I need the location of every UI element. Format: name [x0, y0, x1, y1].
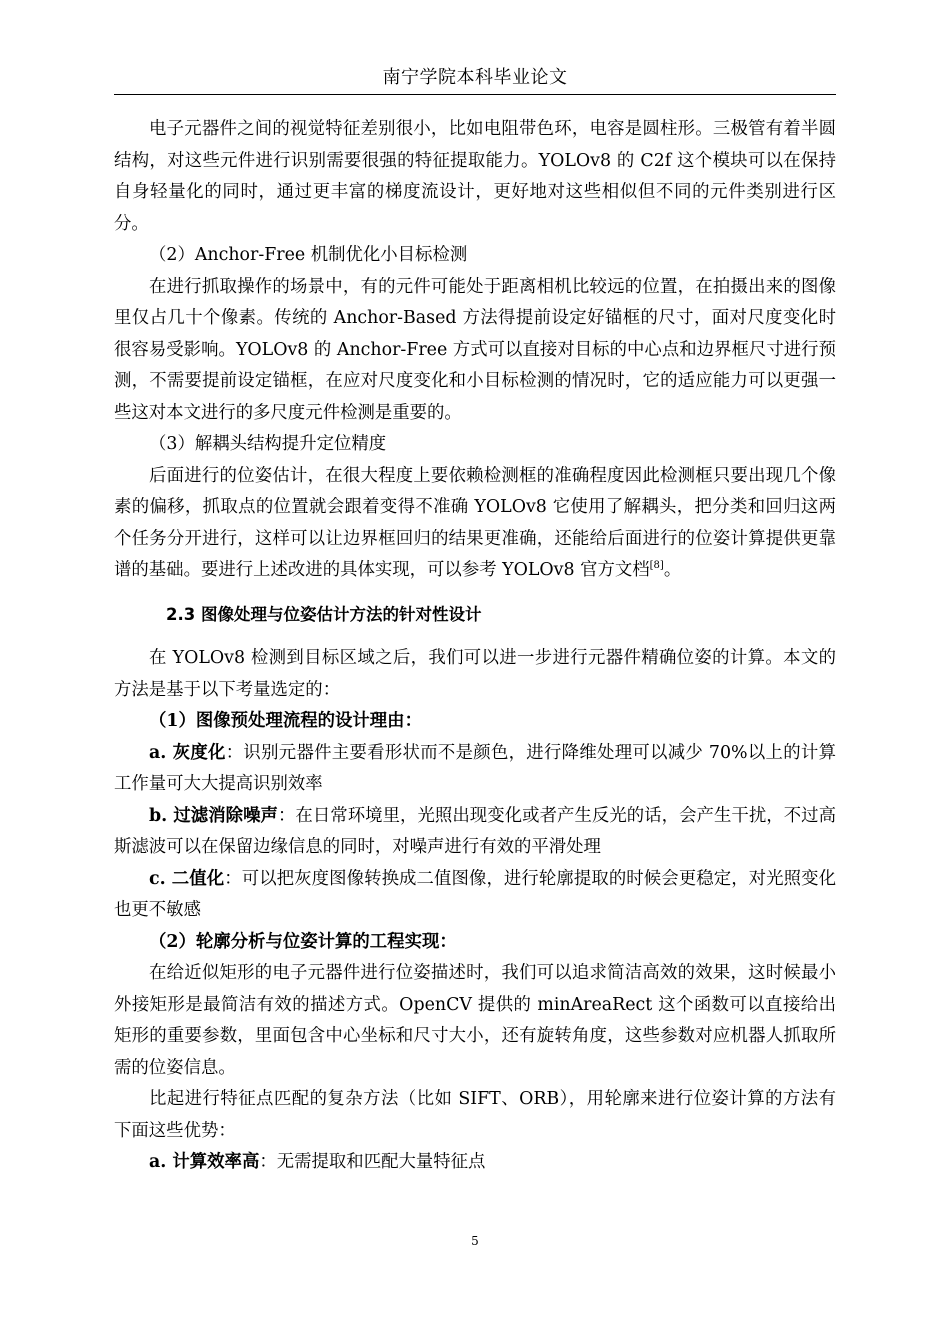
paragraph-anchor-free: 在进行抓取操作的场景中，有的元件可能处于距离相机比较远的位置，在拍摄出来的图像里仅占几十个像素。传统的 Anchor-Based 方法得提前设定好锚框的尺寸，面对尺度变化时很容易受影响。YOLOv8 的 Anchor-Free 方式可以直接对目标的中心点和边界框尺寸进行预测，不需要提前设定锚框，在应对尺度变化和小目标检测的情况时，它的适应能力可以更强一些这对本文进行的多尺度元件检测是重要的。 [114, 276, 836, 423]
header-divider [114, 94, 836, 95]
paragraph-component-features: 电子元器件之间的视觉特征差别很小，比如电阻带色环，电容是圆柱形。三极管有着半圆结构，对这些元件进行识别需要很强的特征提取能力。YOLOv8 的 C2f 这个模块可以在保持自身轻量化的同时，通过更丰富的梯度流设计，更好地对这些相似但不同的元件类别进行区分。 [114, 119, 836, 234]
item-efficiency-label: a. 计算效率高 [149, 1152, 260, 1172]
page-header-title: 南宁学院本科毕业论文 [382, 67, 568, 88]
item-grayscale-label: a. 灰度化 [149, 742, 226, 763]
item-grayscale [114, 738, 836, 801]
item-denoise-text: ：在日常环境里，光照出现变化或者产生反光的话，会产生干扰，不过高斯滤波可以在保留边缘信息的同时，对噪声进行有效的平滑处理 [114, 805, 836, 857]
section-heading-2-3: 2.3 图像处理与位姿估计方法的针对性设计 [166, 604, 482, 624]
item-binarize-label: c. 二值化 [149, 868, 225, 889]
page-number: 5 [471, 1234, 479, 1248]
item-efficiency [114, 1147, 836, 1179]
item-binarize-text: ：可以把灰度图像转换成二值图像，进行轮廓提取的时候会更稳定，对光照变化也更不敏感 [114, 868, 836, 920]
paragraph-decoupled-head-text: 后面进行的位姿估计，在很大程度上要依赖检测框的准确程度因此检测框只要出现几个像素的偏移，抓取点的位置就会跟着变得不准确 YOLOv8 它使用了解耦头，把分类和回归这两个任务分开进行，这样可以让边界框回归的结果更准确，还能给后面进行的位姿计算提供更靠谱的基础。要进行上述改进的具体实现，可以参考 YOLOv8 官方文档 [114, 465, 836, 580]
subheading-preprocessing: （1）图像预处理流程的设计理由： [149, 711, 422, 731]
subheading-contour-analysis: （2）轮廓分析与位姿计算的工程实现： [149, 931, 457, 952]
citation-ref: [8] [649, 560, 664, 571]
item-denoise [114, 801, 836, 864]
paragraph-advantages-intro: 比起进行特征点匹配的复杂方法（比如 SIFT、ORB），用轮廓来进行位姿计算的方法有下面这些优势： [114, 1089, 836, 1141]
paragraph-decoupled-head [114, 461, 836, 587]
paragraph-min-area-rect: 在给近似矩形的电子元器件进行位姿描述时，我们可以追求简洁高效的效果，这时候最小外接矩形是最简洁有效的描述方式。OpenCV 提供的 minAreaRect 这个函数可以直接给出矩形的重要参数，里面包含中心坐标和尺寸大小，还有旋转角度，这些参数对应机器人抓取所需的位姿信息。 [114, 963, 836, 1078]
subheading-anchor-free: （2）Anchor-Free 机制优化小目标检测 [149, 245, 468, 265]
item-denoise-label: b. 过滤消除噪声 [149, 805, 278, 826]
item-efficiency-text: ：无需提取和匹配大量特征点 [259, 1152, 486, 1172]
paragraph-decoupled-head-end: 。 [663, 560, 682, 580]
item-binarize [114, 864, 836, 927]
paragraph-pose-intro: 在 YOLOv8 检测到目标区域之后，我们可以进一步进行元器件精确位姿的计算。本文的方法是基于以下考量选定的： [114, 648, 836, 700]
subheading-decoupled-head: （3）解耦头结构提升定位精度 [149, 434, 387, 454]
item-grayscale-text: ：识别元器件主要看形状而不是颜色，进行降维处理可以减少 70%以上的计算工作量可大大提高识别效率 [114, 742, 836, 794]
body-text [114, 114, 836, 1179]
